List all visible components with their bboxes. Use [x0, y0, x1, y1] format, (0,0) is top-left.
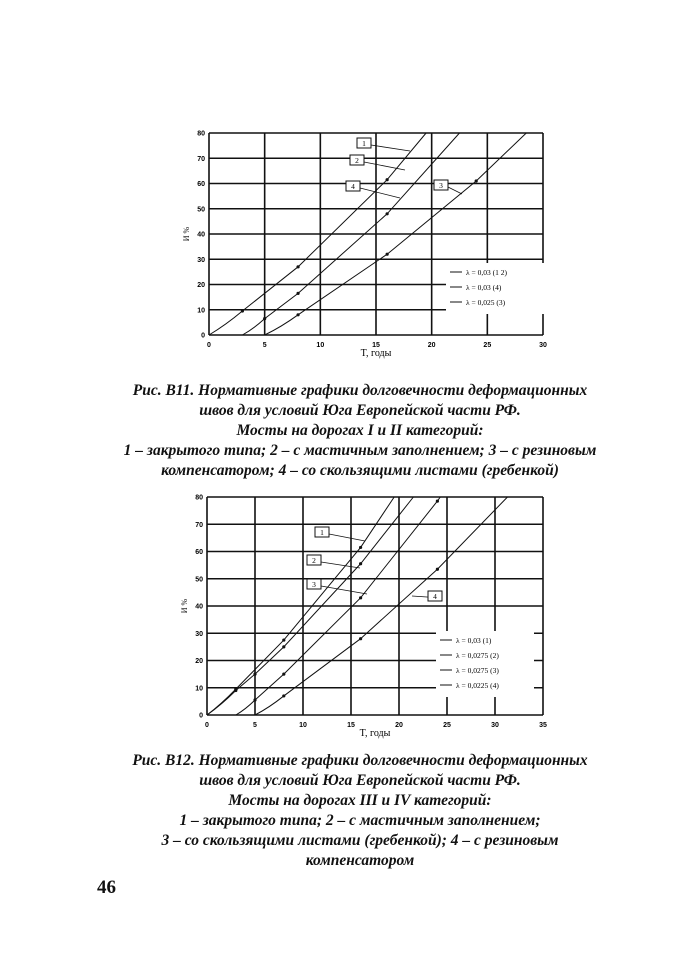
y-tick-label: 30	[197, 256, 205, 264]
y-tick-label: 0	[199, 712, 203, 720]
x-axis-label: T, годы	[360, 348, 392, 359]
legend-entry: λ = 0,0275 (2)	[456, 651, 499, 660]
data-point	[475, 179, 478, 182]
x-tick-label: 15	[372, 342, 380, 349]
legend-entry: λ = 0,0275 (3)	[456, 666, 499, 675]
data-point	[296, 313, 299, 316]
callout-label: 2	[312, 556, 316, 565]
x-tick-label: 0	[207, 342, 211, 349]
y-tick-label: 40	[195, 603, 203, 611]
y-tick-label: 10	[197, 307, 205, 315]
caption-line: швов для условий Юга Европейской части РФ.	[199, 402, 521, 419]
x-tick-label: 10	[299, 722, 307, 729]
data-point	[241, 309, 244, 312]
callout-line	[329, 534, 365, 541]
y-tick-label: 30	[195, 630, 203, 638]
callout-label: 4	[351, 182, 355, 191]
data-point	[253, 673, 256, 676]
data-point	[282, 645, 285, 648]
legend-entry: λ = 0,03 (1)	[456, 636, 492, 645]
callout-line	[321, 586, 367, 594]
caption-line: Мосты на дорогах III и IV категорий:	[228, 792, 492, 809]
x-tick-label: 0	[205, 722, 209, 729]
y-tick-label: 60	[197, 181, 205, 188]
data-point	[234, 689, 237, 692]
y-tick-label: 60	[195, 549, 203, 556]
data-point	[386, 212, 389, 215]
x-tick-label: 15	[347, 722, 355, 729]
y-tick-label: 0	[201, 332, 205, 340]
caption-line: Рис. В11. Нормативные графики долговечности деформационных	[132, 382, 588, 399]
y-tick-label: 80	[195, 494, 203, 502]
data-point	[359, 637, 362, 640]
x-tick-label: 30	[491, 722, 499, 729]
caption-line: компенсатором	[305, 852, 415, 869]
y-tick-label: 70	[197, 155, 205, 163]
callout-label: 4	[433, 592, 437, 601]
callout-line	[321, 562, 360, 568]
caption-line: Рис. В12. Нормативные графики долговечности деформационных	[132, 752, 588, 769]
data-point	[386, 253, 389, 256]
y-axis-label: И %	[180, 598, 189, 614]
legend-entry: λ = 0,025 (3)	[466, 298, 506, 307]
data-point	[359, 596, 362, 599]
y-tick-label: 20	[197, 282, 205, 289]
x-tick-label: 10	[316, 342, 325, 349]
data-point	[296, 265, 299, 268]
data-point	[253, 698, 256, 701]
data-point	[359, 546, 362, 549]
x-tick-label: 30	[539, 342, 547, 349]
y-tick-label: 20	[195, 658, 203, 665]
caption-line: компенсатором; 4 – со скользящими листами (гребенкой)	[161, 462, 559, 479]
y-tick-label: 70	[195, 521, 203, 529]
legend-entry: λ = 0,03 (1 2)	[466, 268, 507, 277]
callout-line	[371, 145, 410, 151]
callout-label: 2	[355, 156, 359, 165]
callout-line	[448, 187, 462, 194]
data-point	[436, 499, 439, 502]
caption-line: 1 – закрытого типа; 2 – с мастичным заполнением;	[179, 812, 541, 829]
data-point	[436, 568, 439, 571]
callout-label: 3	[439, 181, 443, 190]
data-point	[359, 562, 362, 565]
data-point	[282, 673, 285, 676]
data-point	[263, 317, 266, 320]
y-tick-label: 50	[197, 206, 205, 214]
data-point	[386, 178, 389, 181]
legend-entry: λ = 0,03 (4)	[466, 283, 502, 292]
page-number: 46	[97, 877, 116, 898]
callout-label: 3	[312, 580, 316, 589]
figure-caption-b11	[80, 381, 640, 481]
x-tick-label: 25	[443, 722, 451, 729]
data-point	[296, 292, 299, 295]
data-point	[282, 638, 285, 641]
callout-label: 1	[362, 139, 366, 148]
y-tick-label: 10	[195, 685, 203, 693]
y-tick-label: 80	[197, 130, 205, 138]
x-tick-label: 25	[483, 342, 492, 349]
x-tick-label: 5	[253, 722, 257, 729]
y-tick-label: 40	[197, 231, 205, 239]
callout-line	[360, 188, 400, 198]
caption-line: Мосты на дорогах I и II категорий:	[236, 422, 484, 439]
data-point	[282, 694, 285, 697]
y-tick-label: 50	[195, 576, 203, 584]
x-tick-label: 5	[262, 342, 267, 349]
y-axis-label: И %	[182, 226, 191, 242]
caption-line: 1 – закрытого типа; 2 – с мастичным заполнением; 3 – с резиновым	[123, 442, 597, 459]
x-axis-label: T, годы	[359, 728, 391, 739]
callout-label: 1	[320, 528, 324, 537]
figure-caption-b12	[80, 751, 640, 871]
x-tick-label: 35	[539, 722, 547, 729]
legend-entry: λ = 0,0225 (4)	[456, 681, 499, 690]
caption-line: 3 – со скользящими листами (гребенкой); 4 – с резиновым	[161, 832, 559, 849]
x-tick-label: 20	[395, 722, 403, 729]
x-tick-label: 20	[427, 342, 436, 349]
caption-line: швов для условий Юга Европейской части РФ.	[199, 772, 521, 789]
